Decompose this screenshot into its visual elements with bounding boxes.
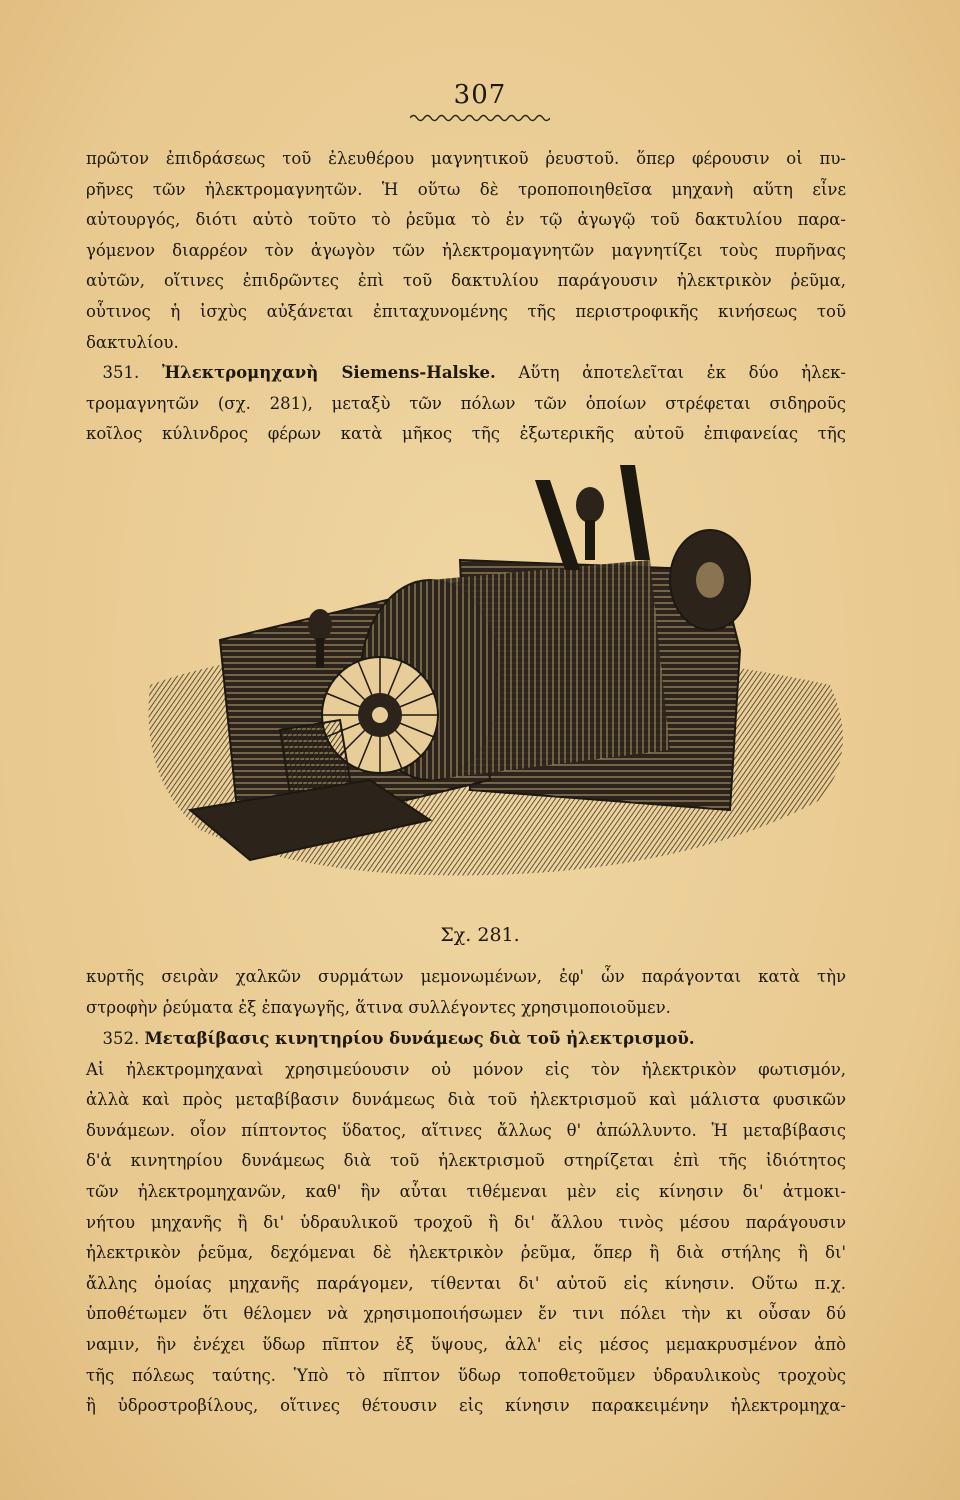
text-line xyxy=(86,1024,846,1055)
text-line: ὑποθέτωμεν ὅτι θέλομεν νὰ χρησιμοποιήσωμεν ἔν τινι πόλει τὴν κι οὖσαν δύ xyxy=(86,1304,846,1324)
text-line: νήτου μηχανῆς ἢ δι' ὑδραυλικοῦ τροχοῦ ἢ δι' ἄλλου τινὸς μέσου παράγουσιν xyxy=(86,1212,846,1232)
text-line: δυνάμεων. οἷον πίπτοντος ὕδατος, αἵτινες ἄλλως θ' ἀπώλλυντο. Ἡ μεταβίβασις xyxy=(86,1120,846,1140)
section-heading: Μεταβίβασις κινητηρίου δυνάμεως διὰ τοῦ ἠλεκτρισμοῦ. xyxy=(144,1029,695,1048)
text-line: Αἱ ἠλεκτρομηχαναὶ χρησιμεύουσιν οὐ μόνον εἰς τὸν ἠλεκτρικὸν φωτισμόν, xyxy=(86,1059,846,1079)
figure-caption: Σχ. 281. xyxy=(440,924,520,946)
paragraph-1 xyxy=(86,144,846,358)
text-line: τῆς πόλεως ταύτης. Ὑπὸ τὸ πῖπτον ὕδωρ τοποθετοῦμεν ὑδραυλικοὺς τροχοὺς xyxy=(86,1365,846,1385)
text-line: ἢ ὑδροστροβίλους, οἵτινες θέτουσιν εἰς κίνησιν παρακειμένην ἠλεκτρομηχα- xyxy=(86,1396,846,1416)
section-number: 351. xyxy=(102,363,140,382)
text-fragment: Αὕτη ἀποτελεῖται ἐκ δύο ἠλεκ- xyxy=(518,363,847,382)
ornament-rule xyxy=(410,112,550,124)
text-line xyxy=(86,358,846,389)
text-line: αὐτῶν, οἵτινες ἐπιδρῶντες ἐπὶ τοῦ δακτυλίου παράγουσιν ἠλεκτρικὸν ῥεῦμα, xyxy=(86,271,846,291)
text-line: ἄλλης ὁμοίας μηχανῆς παράγομεν, τίθενται δι' αὐτοῦ εἰς κίνησιν. Οὕτω π.χ. xyxy=(86,1273,846,1293)
text-line: δ'ἀ κινητηρίου δυνάμεως διὰ τοῦ ἠλεκτρισμοῦ στηρίζεται ἐπὶ τῆς ἰδιότητος xyxy=(86,1151,846,1171)
page-number: 307 xyxy=(453,80,507,110)
section-number: 352. xyxy=(102,1029,140,1048)
text-line: γόμενον διαρρέον τὸν ἀγωγὸν τῶν ἠλεκτρομαγνητῶν μαγνητίζει τοὺς πυρῆνας xyxy=(86,240,846,260)
text-line: ἀλλὰ καὶ πρὸς μεταβίβασιν δυνάμεως διὰ τοῦ ἠλεκτρισμοῦ καὶ μάλιστα φυσικῶν xyxy=(86,1090,846,1110)
text-line: ρῆνες τῶν ἠλεκτρομαγνητῶν. Ἡ οὕτω δὲ τροποποιηθεῖσα μηχανὴ αὕτη εἶνε xyxy=(86,179,846,199)
text-line: κυρτῆς σειρὰν χαλκῶν συρμάτων μεμονωμένων, ἐφ' ὧν παράγονται κατὰ τὴν xyxy=(86,967,846,986)
text-line: κοῖλος κύλινδρος φέρων κατὰ μῆκος τῆς ἐξωτερικῆς αὐτοῦ ἐπιφανείας τῆς xyxy=(86,424,846,444)
text-line: ἠλεκτρικὸν ῥεῦμα, δεχόμεναι δὲ ἠλεκτρικὸν ῥεῦμα, ὅπερ ἢ διὰ στήλης ἢ δι' xyxy=(86,1243,846,1263)
text-line: τῶν ἠλεκτρομηχανῶν, καθ' ἣν αὗται τιθέμεναι μὲν εἰς κίνησιν δι' ἀτμοκι- xyxy=(86,1181,846,1201)
text-line: αὐτουργός, διότι αὐτὸ τοῦτο τὸ ῥεῦμα τὸ ἐν τῷ ἀγωγῷ τοῦ δακτυλίου παρα- xyxy=(86,210,846,230)
text-line: πρῶτον ἐπιδράσεως τοῦ ἐλευθέρου μαγνητικοῦ ῥευστοῦ. ὅπερ φέρουσιν οἱ πυ- xyxy=(86,149,846,168)
text-line: ναμιν, ἣν ἐνέχει ὕδωρ πῖπτον ἐξ ὕψους, ἀλλ' εἰς μέσος μεμακρυσμένον ἀπὸ xyxy=(86,1334,846,1354)
section-351 xyxy=(86,358,846,450)
section-heading: Ἠλεκτρομηχανὴ Siemens-Halske. xyxy=(161,363,496,382)
paragraph-3 xyxy=(86,962,846,1023)
text-line: τρομαγνητῶν (σχ. 281), μεταξὺ τῶν πόλων τῶν ὁποίων στρέφεται σιδηροῦς xyxy=(86,393,846,413)
text-line: στροφὴν ῥεύματα ἐξ ἐπαγωγῆς, ἅτινα συλλέγοντες χρησιμοποιοῦμεν. xyxy=(86,997,671,1017)
text-line: οὗτινος ἡ ἰσχὺς αὐξάνεται ἐπιταχυνομένης τῆς περιστροφικῆς κινήσεως τοῦ xyxy=(86,301,846,321)
text-line: δακτυλίου. xyxy=(86,332,179,352)
section-352 xyxy=(86,1024,846,1422)
dynamo-illustration xyxy=(130,450,870,920)
